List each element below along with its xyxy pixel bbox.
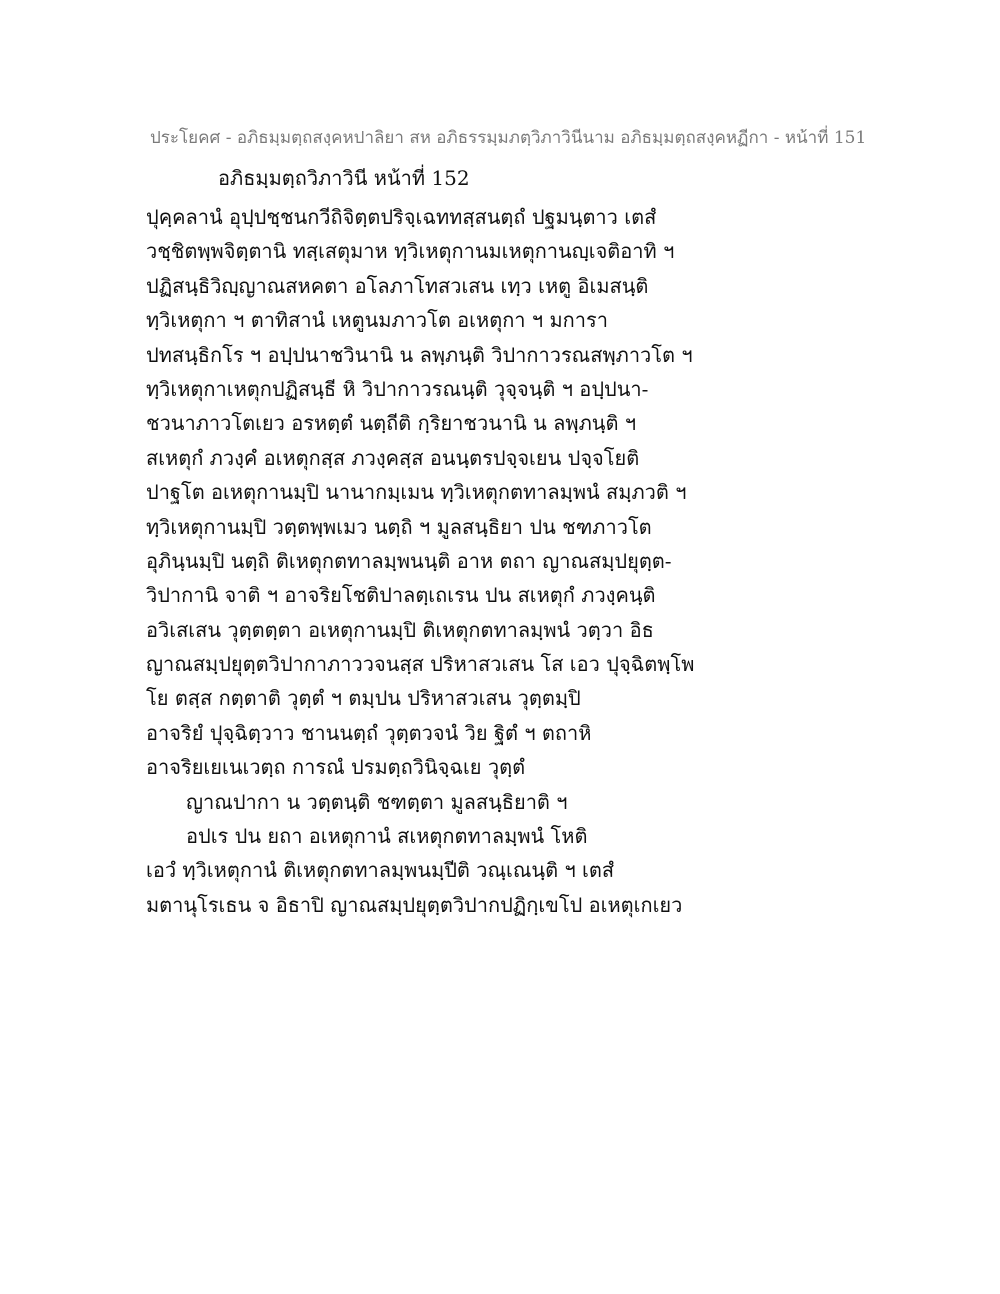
text-line: ญาณสมฺปยุตฺตวิปากาภาววจนสฺส ปริหาสวเสน โส เอว ปุจฺฉิตพฺโพ bbox=[146, 652, 695, 677]
text-line-indented: ญาณปากา น วตฺตนฺติ ชฑตฺตา มูลสนฺธิยาติ ฯ bbox=[186, 789, 568, 814]
text-line: ทฺวิเหตุกา ฯ ตาทิสานํ เหตูนมภาวโต อเหตุกา ฯ มการา bbox=[146, 308, 608, 333]
text-line: ชวนาภาวโตเยว อรหตฺตํ นตฺถีติ กฺริยาชวนานิ น ลพฺภนฺติ ฯ bbox=[146, 411, 637, 436]
page-heading: อภิธมฺมตฺถวิภาวินี หน้าที่ 152 bbox=[218, 166, 470, 190]
text-line: เอวํ ทฺวิเหตุกานํ ติเหตุกตทาลมฺพนมฺปีติ วณฺเณนฺติ ฯ เตสํ bbox=[146, 858, 615, 883]
text-line: อาจริยเยเนเวตฺถ การณํ ปรมตฺถวินิจฺฉเย วุตฺตํ bbox=[146, 755, 526, 780]
text-line: ปาฐโต อเหตุกานมฺปิ นานากมฺเมน ทฺวิเหตุกตทาลมฺพนํ สมฺภวติ ฯ bbox=[146, 480, 687, 505]
text-line: ปุคฺคลานํ อุปฺปชฺชนกวีถิจิตฺตปริจฺเฉททสฺสนตฺถํ ปฐมนฺตาว เตสํ bbox=[146, 205, 657, 229]
text-line: อาจริยํ ปุจฺฉิตฺวาว ชานนตฺถํ วุตฺตวจนํ วิย ฐิตํ ฯ ตถาหิ bbox=[146, 720, 592, 745]
running-header: ประโยคศ - อภิธมฺมตฺถสงฺคหปาลิยา สห อภิธรรมฺมภตฺวิภาวินีนาม อภิธมฺมตฺถสงฺคหฏีกา - หน้าที่ 151 bbox=[150, 128, 867, 148]
body-text bbox=[146, 200, 866, 922]
text-line: ทฺวิเหตุกานมฺปิ วตฺตพฺพเมว นตฺถิ ฯ มูลสนฺธิยา ปน ชฑภาวโต bbox=[146, 514, 652, 539]
text-line: โย ตสฺส กตฺตาติ วุตฺตํ ฯ ตมฺปน ปริหาสวเสน วุตฺตมฺปิ bbox=[146, 686, 581, 711]
text-line: สเหตุกํ ภวงฺคํ อเหตุกสฺส ภวงฺคสฺส อนนฺตรปจฺจเยน ปจฺจโยติ bbox=[146, 445, 640, 470]
text-line: มตานุโรเธน จ อิธาปิ ญาณสมฺปยุตฺตวิปากปฏิกฺเขโป อเหตุเกเยว bbox=[146, 892, 683, 917]
text-line: อุภินฺนมฺปิ นตฺถิ ติเหตุกตทาลมฺพนนฺติ อาห ตถา ญาณสมฺปยุตฺต- bbox=[146, 548, 672, 573]
text-line: วิปากานิ จาติ ฯ อาจริยโชติปาลตฺเถเรน ปน สเหตุกํ ภวงฺคนฺติ bbox=[146, 583, 656, 608]
text-line: วชฺชิตพฺพจิตฺตานิ ทสฺเสตุมาห ทฺวิเหตุกานมเหตุกานญฺเจติอาทิ ฯ bbox=[146, 239, 675, 264]
text-line-indented: อปเร ปน ยถา อเหตุกานํ สเหตุกตทาลมฺพนํ โหติ bbox=[186, 824, 588, 849]
text-line: ปฏิสนฺธิวิญฺญาณสหคตา อโลภาโทสวเสน เทฺว เหตู อิเมสนฺติ bbox=[146, 273, 649, 298]
text-line: อวิเสเสน วุตฺตตฺตา อเหตุกานมฺปิ ติเหตุกตทาลมฺพนํ วตฺวา อิธ bbox=[146, 617, 654, 642]
text-line: ปทสนฺธิกโร ฯ อปฺปนาชวินานิ น ลพฺภนฺติ วิปากาวรณสพฺภาวโต ฯ bbox=[146, 342, 693, 367]
text-line: ทฺวิเหตุกาเหตุกปฏิสนฺธี หิ วิปากาวรณนฺติ วุจฺจนฺติ ฯ อปฺปนา- bbox=[146, 376, 649, 401]
